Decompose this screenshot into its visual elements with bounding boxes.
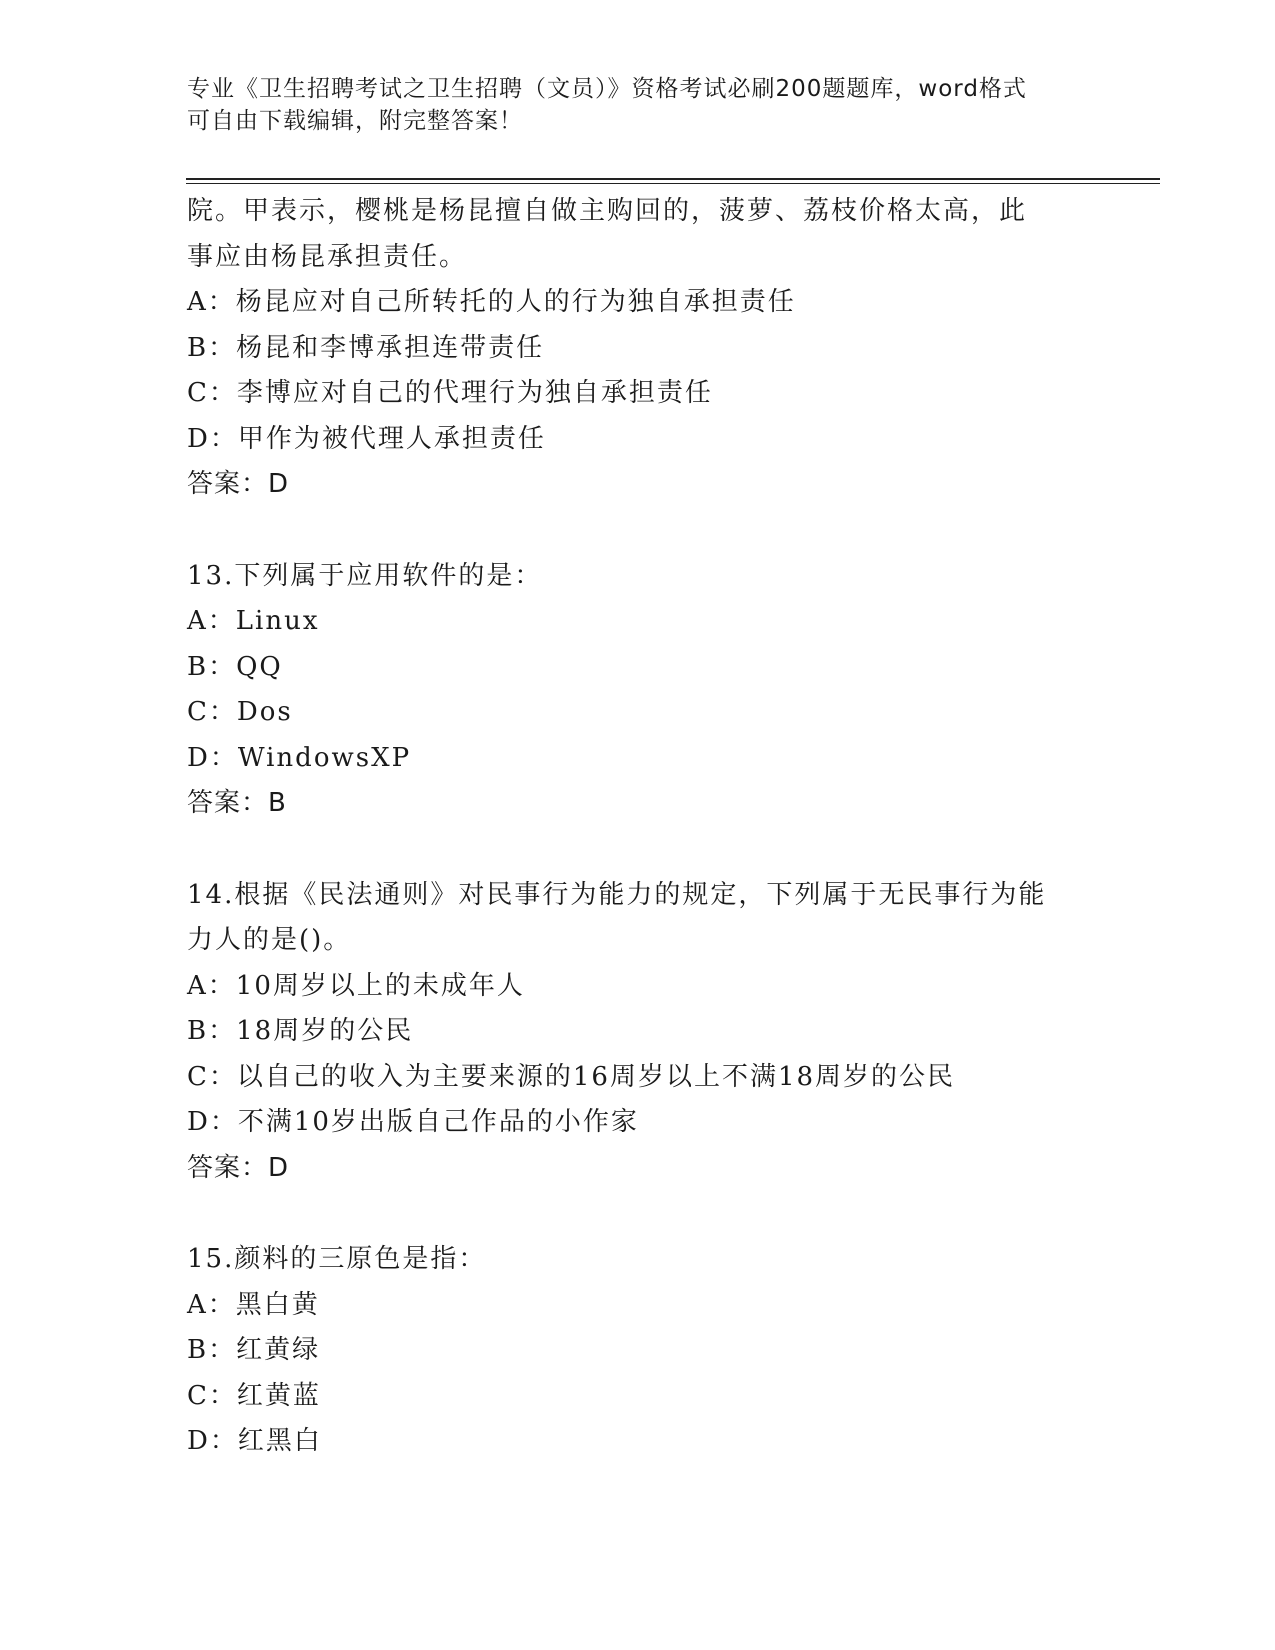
option-b: B：QQ bbox=[187, 651, 283, 682]
document-header bbox=[187, 73, 1087, 137]
option-a: A：Linux bbox=[187, 606, 320, 636]
option-b: B：红黄绿 bbox=[187, 1335, 321, 1365]
option-c: C：红黄蓝 bbox=[187, 1380, 321, 1411]
question-stem-line: 事应由杨昆承担责任。 bbox=[187, 241, 468, 272]
option-c: C：以自己的收入为主要来源的16周岁以上不满18周岁的公民 bbox=[187, 1061, 956, 1092]
spacer bbox=[187, 1191, 1087, 1237]
question-block-13 bbox=[187, 554, 1087, 827]
header-divider bbox=[186, 178, 1160, 184]
question-stem-line: 力人的是()。 bbox=[187, 925, 352, 955]
spacer bbox=[187, 508, 1087, 554]
question-stem-line: 院。甲表示，樱桃是杨昆擅自做主购回的，菠萝、荔枝价格太高，此 bbox=[187, 196, 1028, 226]
option-a: A：杨昆应对自己所转托的人的行为独自承担责任 bbox=[187, 287, 796, 317]
question-stem-line: 13.下列属于应用软件的是： bbox=[187, 560, 543, 591]
answer-line: 答案：B bbox=[187, 788, 287, 818]
question-block-14 bbox=[187, 873, 1087, 1192]
option-b: B：18周岁的公民 bbox=[187, 1016, 414, 1046]
option-c: C：Dos bbox=[187, 697, 293, 727]
header-title-line-1: 专业《卫生招聘考试之卫生招聘（文员）》资格考试必刷200题题库，word格式 bbox=[187, 76, 1027, 102]
option-b: B：杨昆和李博承担连带责任 bbox=[187, 332, 545, 363]
option-d: D：不满10岁出版自己作品的小作家 bbox=[187, 1107, 639, 1137]
option-d: D：甲作为被代理人承担责任 bbox=[187, 423, 546, 454]
option-d: D：红黑白 bbox=[187, 1426, 322, 1456]
answer-line: 答案：D bbox=[187, 1152, 290, 1183]
header-title-line-2: 可自由下载编辑，附完整答案！ bbox=[187, 108, 523, 134]
option-c: C：李博应对自己的代理行为独自承担责任 bbox=[187, 378, 713, 408]
option-a: A：黑白黄 bbox=[187, 1289, 320, 1320]
option-d: D：WindowsXP bbox=[187, 742, 412, 773]
option-a: A：10周岁以上的未成年人 bbox=[187, 970, 525, 1001]
question-block-continued bbox=[187, 189, 1087, 508]
document-body bbox=[187, 189, 1087, 1465]
spacer bbox=[187, 827, 1087, 873]
question-stem-line: 14.根据《民法通则》对民事行为能力的规定，下列属于无民事行为能 bbox=[187, 879, 1047, 910]
answer-line: 答案：D bbox=[187, 469, 290, 499]
question-block-15 bbox=[187, 1237, 1087, 1465]
question-stem-line: 15.颜料的三原色是指： bbox=[187, 1244, 487, 1274]
